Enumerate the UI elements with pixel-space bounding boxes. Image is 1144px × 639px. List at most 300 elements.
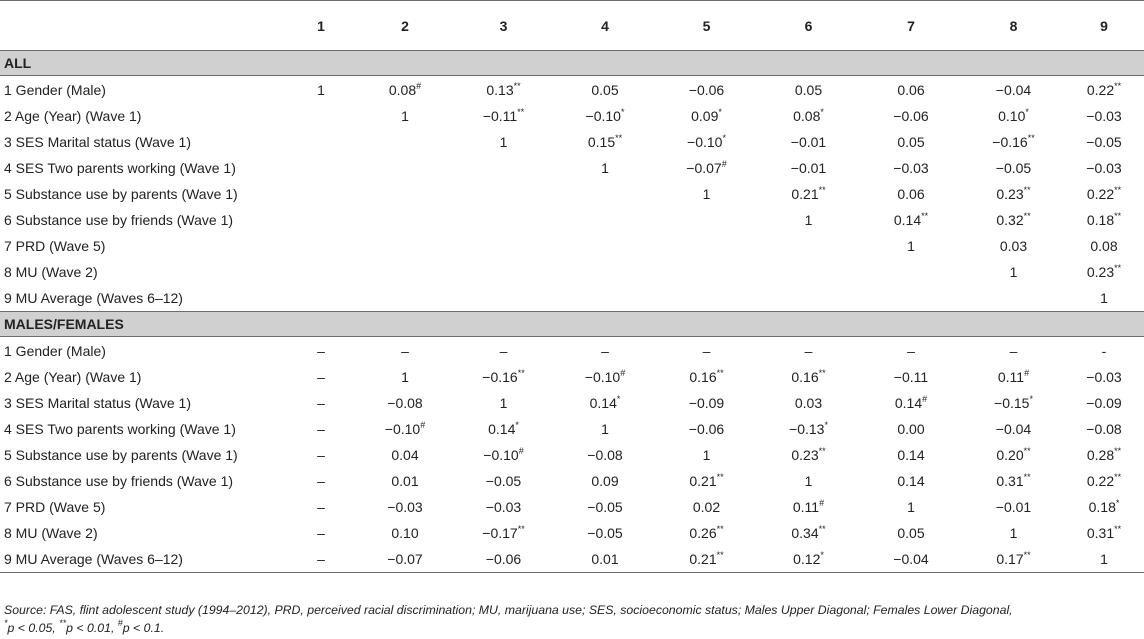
table-cell	[758, 390, 859, 416]
cell-value: −0.08	[1086, 421, 1122, 437]
cell-value: 0.22	[1086, 81, 1115, 98]
cell-value: 1	[804, 473, 813, 489]
significance-marker: **	[921, 211, 929, 221]
significance-marker: *	[1029, 394, 1033, 404]
cell-value: 1	[317, 81, 325, 98]
table-cell	[284, 337, 358, 365]
cell-value: 0.05	[591, 81, 619, 98]
table-cell	[1064, 546, 1144, 573]
cell-value: 0.01	[391, 473, 419, 489]
table-cell	[284, 390, 358, 416]
table-cell	[859, 337, 963, 365]
cell-value: 0.06	[897, 81, 925, 98]
cell-value: 0.23	[791, 447, 819, 463]
table-cell	[452, 494, 555, 520]
column-header: 5	[655, 1, 758, 51]
table-cell	[1064, 364, 1144, 390]
row-label: 3 SES Marital status (Wave 1)	[4, 134, 191, 150]
cell-value: 1	[1100, 290, 1108, 306]
table-cell	[452, 233, 555, 259]
table-cell	[555, 155, 655, 181]
cell-value: −0.08	[587, 447, 623, 463]
table-cell	[284, 364, 358, 390]
table-cell	[284, 546, 358, 573]
table-cell	[963, 76, 1064, 104]
table-cell	[655, 337, 758, 365]
table-row	[0, 494, 1144, 520]
table-cell	[758, 416, 859, 442]
table-cell	[655, 259, 758, 285]
cell-value: 0.22	[1086, 473, 1115, 489]
table-cell	[555, 76, 655, 104]
row-label: 1 Gender (Male)	[4, 81, 106, 98]
table-cell	[452, 337, 555, 365]
cell-value: −0.04	[893, 551, 929, 567]
table-row	[0, 285, 1144, 312]
column-header: 8	[963, 1, 1064, 51]
header-corner	[0, 1, 284, 51]
table-cell	[859, 390, 963, 416]
table-cell	[859, 103, 963, 129]
table-row	[0, 442, 1144, 468]
column-header: 6	[758, 1, 859, 51]
table-cell	[555, 233, 655, 259]
significance-marker: *	[620, 107, 625, 117]
table-cell	[963, 129, 1064, 155]
cell-value: 1	[499, 134, 508, 150]
table-cell	[1064, 207, 1144, 233]
significance-marker: **	[517, 368, 525, 378]
table-cell	[963, 181, 1064, 207]
cell-value: 0.15	[587, 134, 616, 150]
footnote-text: p < 0.05,	[7, 621, 60, 635]
cell-value: 0.09	[591, 473, 619, 489]
table-cell	[963, 416, 1064, 442]
table-cell	[758, 468, 859, 494]
significance-marker: **	[716, 550, 724, 560]
footnote-symbol: #	[117, 618, 123, 628]
significance-marker: **	[513, 80, 521, 91]
table-cell	[655, 129, 758, 155]
table-cell	[358, 129, 452, 155]
cell-value: 0.21	[689, 551, 717, 567]
table-cell	[284, 494, 358, 520]
table-cell	[555, 468, 655, 494]
cell-value: 0.31	[1086, 525, 1115, 541]
cell-value: 0.23	[1086, 264, 1115, 280]
table-cell	[358, 207, 452, 233]
cell-value: −0.13	[789, 421, 825, 437]
cell-value: 0.23	[996, 186, 1024, 202]
cell-value: –	[317, 473, 325, 489]
table-cell	[358, 390, 452, 416]
significance-marker: *	[824, 420, 828, 430]
cell-value: –	[317, 447, 325, 463]
significance-marker: **	[818, 185, 826, 195]
table-cell	[555, 364, 655, 390]
cell-value: –	[401, 342, 409, 359]
cell-value: 0.08	[793, 108, 821, 124]
cell-value: 1	[1100, 551, 1108, 567]
table-cell	[358, 494, 452, 520]
table-cell	[963, 155, 1064, 181]
table-cell	[1064, 76, 1144, 104]
significance-marker: *	[616, 394, 621, 404]
significance-marker: **	[716, 472, 724, 482]
table-row	[0, 155, 1144, 181]
cell-value: −0.10	[687, 134, 723, 150]
cell-value: 0.14	[897, 447, 925, 463]
cell-value: 0.06	[897, 186, 925, 202]
row-label: 6 Substance use by friends (Wave 1)	[4, 473, 234, 489]
table-cell	[655, 155, 758, 181]
cell-value: 0.13	[486, 81, 514, 98]
table-cell	[758, 76, 859, 104]
significance-marker: **	[818, 368, 826, 378]
cell-value: –	[317, 395, 325, 411]
table-cell	[452, 103, 555, 129]
cell-value: 0.09	[691, 108, 719, 124]
table-cell	[284, 416, 358, 442]
table-cell	[555, 494, 655, 520]
table-cell	[758, 259, 859, 285]
table-cell	[1064, 442, 1144, 468]
table-cell	[555, 520, 655, 546]
table-cell	[358, 337, 452, 365]
table-cell	[859, 155, 963, 181]
significance-marker: **	[1114, 185, 1122, 195]
significance-marker: **	[1023, 550, 1031, 560]
table-row	[0, 337, 1144, 365]
table-cell	[859, 207, 963, 233]
table-cell	[284, 181, 358, 207]
cell-value: −0.03	[387, 499, 423, 515]
table-cell	[284, 155, 358, 181]
table-cell	[758, 181, 859, 207]
cell-value: 0.14	[893, 212, 922, 228]
cell-value: –	[601, 342, 609, 359]
cell-value: 1	[601, 421, 609, 437]
cell-value: 0.22	[1086, 186, 1115, 202]
table-row	[0, 76, 1144, 104]
cell-value: −0.09	[1086, 395, 1122, 411]
table-cell	[963, 546, 1064, 573]
significance-marker: #	[518, 446, 524, 456]
cell-value: 1	[907, 499, 915, 515]
cell-value: −0.10	[584, 369, 621, 385]
significance-marker: **	[818, 524, 826, 534]
table-cell	[758, 337, 859, 365]
significance-marker: **	[1023, 185, 1031, 195]
cell-value: 0.14	[897, 473, 925, 489]
table-cell	[452, 390, 555, 416]
cell-value: −0.03	[893, 160, 929, 176]
table-cell	[859, 259, 963, 285]
cell-value: –	[702, 342, 711, 359]
table-cell	[1064, 285, 1144, 312]
table-cell	[655, 181, 758, 207]
table-cell	[859, 494, 963, 520]
table-body	[0, 51, 1144, 573]
table-row	[0, 546, 1144, 573]
cell-value: 1	[1009, 525, 1018, 541]
table-cell	[284, 103, 358, 129]
table-cell	[1064, 416, 1144, 442]
significance-marker: **	[716, 524, 724, 534]
table-cell	[963, 207, 1064, 233]
cell-value: 0.00	[897, 421, 925, 437]
table-cell	[963, 259, 1064, 285]
table-cell	[358, 416, 452, 442]
table-cell	[555, 442, 655, 468]
table-cell	[859, 468, 963, 494]
table-cell	[859, 520, 963, 546]
row-label: 7 PRD (Wave 5)	[4, 238, 106, 254]
cell-value: 0.18	[1088, 499, 1116, 515]
table-cell	[655, 468, 758, 494]
significance-marker: #	[819, 498, 825, 508]
significance-marker: **	[1114, 524, 1122, 534]
table-cell	[859, 76, 963, 104]
cell-value: 1	[907, 238, 915, 254]
table-cell	[1064, 233, 1144, 259]
cell-value: −0.11	[482, 108, 518, 124]
table-cell	[452, 259, 555, 285]
cell-value: −0.05	[485, 473, 522, 489]
table-row	[0, 390, 1144, 416]
significance-marker: *	[820, 550, 824, 560]
table-cell	[655, 442, 758, 468]
cell-value: −0.04	[995, 421, 1032, 437]
cell-value: 0.05	[897, 525, 925, 541]
significance-marker: #	[1024, 368, 1030, 378]
cell-value: 1	[702, 447, 711, 463]
table-cell	[284, 129, 358, 155]
table-cell	[555, 546, 655, 573]
cell-value: 0.21	[689, 473, 717, 489]
significance-marker: **	[1114, 472, 1122, 482]
cell-value: 0.31	[996, 473, 1024, 489]
table-cell	[963, 520, 1064, 546]
cell-value: −0.09	[688, 395, 725, 411]
significance-marker: #	[721, 159, 727, 169]
row-label: 3 SES Marital status (Wave 1)	[4, 395, 191, 411]
cell-value: 0.14	[589, 395, 617, 411]
cell-value: 0.34	[791, 525, 819, 541]
cell-value: −0.05	[1086, 134, 1122, 150]
table-cell	[1064, 337, 1144, 365]
significance-marker: #	[416, 80, 422, 91]
table-cell	[555, 207, 655, 233]
table-cell	[758, 129, 859, 155]
significance-marker: **	[1114, 446, 1122, 456]
table-cell	[284, 285, 358, 312]
cell-value: −0.03	[485, 499, 522, 515]
table-cell	[963, 442, 1064, 468]
table-cell	[963, 364, 1064, 390]
row-label: 7 PRD (Wave 5)	[4, 499, 106, 515]
cell-value: –	[317, 499, 325, 515]
cell-value: −0.07	[387, 551, 423, 567]
table-cell	[358, 546, 452, 573]
column-header: 4	[555, 1, 655, 51]
cell-value: 0.10	[391, 525, 419, 541]
table-cell	[758, 233, 859, 259]
cell-value: −0.16	[992, 134, 1028, 150]
table-cell	[358, 259, 452, 285]
cell-value: 0.05	[794, 81, 823, 98]
table-cell	[555, 103, 655, 129]
table-cell	[859, 129, 963, 155]
cell-value: 0.26	[689, 525, 717, 541]
footnote-source: Source: FAS, flint adolescent study (1994–2012), PRD, perceived racial discrimination; MU, marijuana use; SES, socioeconomic status; Males Upper Diagonal; Females Lower Diagonal,	[4, 603, 1013, 617]
cell-value: 0.04	[391, 447, 419, 463]
significance-marker: *	[515, 420, 519, 430]
row-label: 8 MU (Wave 2)	[4, 525, 98, 541]
table-cell	[963, 337, 1064, 365]
table-cell	[358, 103, 452, 129]
cell-value: –	[1009, 342, 1018, 359]
cell-value: −0.06	[688, 421, 725, 437]
significance-marker: **	[818, 446, 826, 456]
cell-value: 0.18	[1086, 212, 1115, 228]
column-header: 7	[859, 1, 963, 51]
footnote-text: p < 0.01,	[66, 621, 118, 635]
cell-value: 0.20	[996, 447, 1024, 463]
row-label: 9 MU Average (Waves 6–12)	[0, 546, 284, 573]
table-cell	[452, 364, 555, 390]
table-cell	[555, 129, 655, 155]
table-cell	[452, 546, 555, 573]
table-cell	[655, 364, 758, 390]
column-header: 1	[284, 1, 358, 51]
table-cell	[555, 390, 655, 416]
cell-value: 1	[499, 395, 508, 411]
table-cell	[284, 442, 358, 468]
table-cell	[358, 468, 452, 494]
table-cell	[1064, 468, 1144, 494]
cell-value: 0.14	[488, 421, 516, 437]
significance-marker: *	[820, 107, 824, 117]
cell-value: −0.01	[790, 134, 827, 150]
table-row	[0, 416, 1144, 442]
row-label: 5 Substance use by parents (Wave 1)	[4, 447, 238, 463]
significance-marker: *	[718, 107, 722, 117]
significance-marker: **	[1114, 80, 1122, 91]
section-header-row	[0, 312, 1144, 337]
row-label: 1 Gender (Male)	[4, 342, 106, 359]
table-cell	[452, 129, 555, 155]
footnote-symbol: **	[59, 618, 67, 628]
table-cell	[555, 181, 655, 207]
table-cell	[452, 442, 555, 468]
row-label: 2 Age (Year) (Wave 1)	[4, 369, 142, 385]
table-cell	[655, 207, 758, 233]
significance-marker: **	[1114, 263, 1122, 273]
table-cell	[358, 181, 452, 207]
table-cell	[358, 76, 452, 104]
cell-value: –	[317, 421, 325, 437]
cell-value: −0.07	[686, 160, 722, 176]
section-title: MALES/FEMALES	[0, 312, 1144, 337]
significance-marker: **	[1114, 211, 1122, 221]
table-cell	[1064, 259, 1144, 285]
table-cell	[655, 285, 758, 312]
cell-value: −0.08	[387, 395, 423, 411]
significance-marker: **	[716, 368, 724, 378]
table-cell	[452, 207, 555, 233]
table-cell	[758, 442, 859, 468]
table-cell	[284, 76, 358, 104]
column-header: 2	[358, 1, 452, 51]
table-cell	[358, 233, 452, 259]
table-cell	[963, 233, 1064, 259]
table-cell	[1064, 520, 1144, 546]
cell-value: −0.10	[483, 447, 519, 463]
table-cell	[655, 494, 758, 520]
table-cell	[284, 207, 358, 233]
significance-marker: **	[1023, 211, 1031, 221]
table-row	[0, 259, 1144, 285]
cell-value: −0.05	[587, 499, 623, 515]
table-cell	[963, 285, 1064, 312]
table-cell	[452, 416, 555, 442]
table-cell	[452, 285, 555, 312]
cell-value: 1	[401, 369, 409, 385]
table-cell	[758, 207, 859, 233]
table-cell	[758, 364, 859, 390]
table-cell	[859, 233, 963, 259]
cell-value: 1	[702, 186, 711, 202]
table-cell	[358, 364, 452, 390]
row-label: 6 Substance use by friends (Wave 1)	[4, 212, 234, 228]
cell-value: –	[317, 525, 325, 541]
significance-marker: #	[620, 368, 626, 378]
table-cell	[859, 442, 963, 468]
cell-value: −0.06	[688, 81, 725, 98]
cell-value: 1	[601, 160, 609, 176]
cell-value: 0.21	[791, 186, 819, 202]
table-cell	[859, 546, 963, 573]
row-label: 5 Substance use by parents (Wave 1)	[4, 186, 238, 202]
table-cell	[452, 76, 555, 104]
significance-marker: *	[1025, 107, 1029, 117]
table-row	[0, 233, 1144, 259]
cell-value: 1	[1009, 264, 1018, 280]
table-cell	[284, 468, 358, 494]
table-cell	[758, 285, 859, 312]
cell-value: −0.05	[995, 160, 1032, 176]
cell-value: -	[1101, 342, 1107, 359]
table-row	[0, 181, 1144, 207]
table-row	[0, 129, 1144, 155]
cell-value: −0.06	[485, 551, 522, 567]
cell-value: –	[317, 342, 325, 359]
table-cell	[452, 520, 555, 546]
table-cell	[555, 337, 655, 365]
table-cell	[655, 520, 758, 546]
table-cell	[1064, 129, 1144, 155]
table-cell	[963, 468, 1064, 494]
cell-value: 0.16	[791, 369, 819, 385]
cell-value: 0.01	[591, 551, 619, 567]
significance-marker: **	[1023, 472, 1031, 482]
table-cell	[758, 520, 859, 546]
cell-value: −0.10	[585, 108, 621, 124]
table-cell	[655, 103, 758, 129]
cell-value: 0.03	[794, 395, 823, 411]
table-cell	[963, 103, 1064, 129]
